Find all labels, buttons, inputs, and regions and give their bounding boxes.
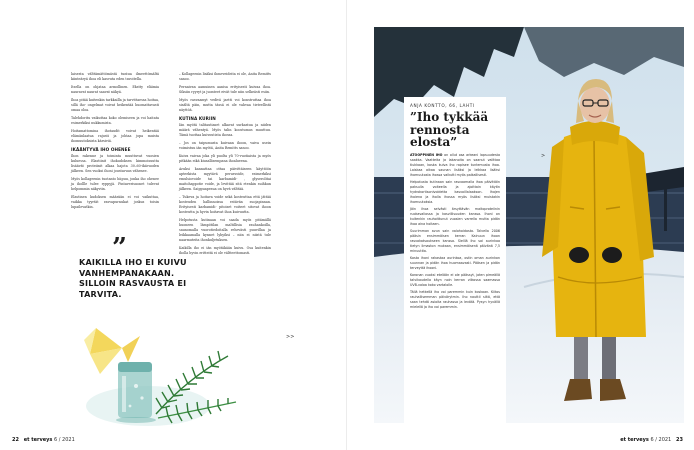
pull-quote: KAIKILLA IHO EI KUIVU VANHEMPANAKAAN. SILLOIN RASVAUSTA EI TARVITA.: [79, 257, 187, 299]
paragraph: Myös rasvaamyt vedivä jaetti voi konstruttaa ihoa sisältä päin, mutta tässä ei ole vahvaa tieteellistä näyttöä.: [179, 98, 271, 112]
magazine-name: et terveys: [620, 437, 649, 443]
paragraph: – Jos on taipumusta kuivaan ihoon, vaiva usein voimistuu iän myötä, Anita Remitts sanoo.: [179, 141, 271, 150]
interview-text: [410, 153, 500, 310]
paragraph: Itsella on ohjataa armollinen. Ekstty eläimia nauravat naurat saavat näkyä.: [71, 85, 159, 94]
article-column-1: [71, 72, 159, 213]
paragraph: Aruksi kannattaa ottaa päivittäiseen käyttöön apteekista myytävä perusvoide, esimerkiksi emulsiovoide tai karbamidi- , glyserolitai maitohappotie voide, ja levittää sitä etenkin suihkun jälkeen. Saippuapesua on hyvä välttää.: [179, 167, 271, 191]
paragraph: laisesta välttämättömästä tuntua ilmeettömältä kiinteäryä ihoa eli kasvuta eden tavoitella.: [71, 72, 159, 81]
lead-text: on ollut osa arkeani lapsuudesta saakka. Vaatteita ja lakanoita on saanut valittaa tiukkaan, koska kuiva iho rapisee tuntemusta ihoa. Laiskaa aikaa saunan lisäksi ja leikkaa lisäksi ihomuutosta ihossa vaikutti myös paikallisesti.: [410, 152, 500, 177]
footer-right: [620, 437, 683, 443]
article-column-2: [179, 72, 271, 259]
paragraph: Tällä hetkellä iho voi paremmin kuin koskaan. Kiitos rauhallisemman päivärytmin. Iho nauttii siitä, että saan tehdä asioita rauhassa ja levätä. Pysyn hyvällä mielellä ja iho voi paremmin.: [410, 289, 500, 309]
lead-name: ATOOPPINEN IHO: [410, 152, 443, 157]
paragraph: Suurimman avun sain valohoidosta. Talvella 2006 pääsin ensimmäisen kerran Kainuun ihoon rasvakatsaukseen kanssa. Sielllä iho sai aurinkoa tietyn ilmaston mukaan, ensimmäisenä päivänä 7,5 minuuttia.: [410, 228, 500, 253]
continue-arrow-icon: >: [541, 153, 546, 159]
magazine-name: et terveys: [23, 437, 53, 443]
paragraph: Kaikilla iho ei iän myötäkään kuivu. Osa kuitenkin iholla hyvin eritteitä ei ole vältteettomasti.: [179, 246, 271, 255]
footer-left: [12, 437, 75, 443]
continue-arrow-icon: >>: [286, 334, 295, 340]
subheading: KUTINA KURIIN: [179, 116, 216, 121]
paragraph: Jäin ihoa selvästi ärsyttävän maitoproteiinin ruokavaliossa ja kasvillisuuden kanssa. Ihoni on kuitenkin rauhoittunut vuosien varrella mutta pidän ihoa aina hoitaen.: [410, 206, 500, 226]
paragraph: Koronan vuoksi etelään ei ole päässyt, joten pimeällä talvikaudella käyn noin kerran viikossa saamassa UVB-valoa koko vartalolle.: [410, 272, 500, 287]
glass-shadow: [116, 417, 156, 423]
interview-headline: ”Iho tykkää rennosta elosta”: [410, 110, 489, 149]
quote-mark-icon: ”: [112, 233, 127, 263]
interview-panel: [404, 97, 506, 423]
paragraph: Pernaivan aamuinen aanisa erityisesti kuivaa ihoa. Siksiin ryyryt ja juonteet eivät tule niin selkeästi esiin.: [179, 85, 271, 94]
paragraph: Ihoa pitää kuitenkin tarkkailla ja tarvittaessa hoitaa, sillä iho- ongelmat voivat heikentää huomattavasti omaa oloa.: [71, 98, 159, 112]
paragraph: Hoitamattomina ihotaudit voivat heikentää elämänlaatua rajusti ja johtaa jopa muista ihomuutoksista kärsiviä.: [71, 129, 159, 143]
paragraph: Talehdoritu vaikuttaa koko olemiseen ja voi haitata esimerkiksi nukkumista.: [71, 116, 159, 125]
paragraph: Myös kollageenin tuotanto hiipuu, jonka iho ohenee ja ihollle tulee ryppyjä. Pintaverisuonet tulevat helpommin näkyviin.: [71, 177, 159, 191]
paragraph: Kuiva vaivaa joka yli puolta yli 70-vuotiaista ja myös pitkään eikä kiusallisempana ihoalueena.: [179, 154, 271, 163]
paragraph: – Tukeva ja hoitava voide sekä kosteuttaa että jättää kosteuden hallinnoissa estävän suojapinnan. Erityisesti karbamidi- pitoiset voiteet sitovat ihoon kosteutta ja hyvin hoitavat ihoa kuivuutta.: [179, 195, 271, 214]
paragraph: Elastinen kudoksen määrään ei voi vaikuttaa, vaikka tyyrtät rasvapurnukat joskus toisin lupailevatkin.: [71, 195, 159, 209]
page-number: 23: [676, 437, 683, 443]
paragraph: Iän myötä talitautiaset alkavat surkastua ja niiden määrä vähentyä. Myös talin koostumus muuttuu. Tämä tuottaa kuivoutista ihossa.: [179, 123, 271, 137]
paragraph: – Kollageenin lisäksi ihmeveideita ei ole, Anita Remitts sanoo.: [179, 72, 271, 81]
subheading: IKÄÄNTYVÄ IHO OHENEE: [71, 147, 131, 152]
issue-number: 6 / 2021: [650, 437, 672, 443]
paragraph: Kosta ihoni rakastaa aurinkoa, ostin oman aurinkon suunnan ja pidän ihoa huomaavasti. Pääsen ja pidän terveyttä ihooni.: [410, 255, 500, 270]
illustration-water-glass-leaves: [78, 318, 246, 436]
glass-icon: [118, 362, 152, 418]
paragraph: Helpotusta kutinaan voi saada myös pitämällä huoneen lämpötilan maltillisia rauhankoilla, saunomalla vuorotiedoitalla rehevästi puuvillaa ja leikkaamalla kynnet lyhyiksi – niin ei niistä tule naarmuteita ihonkuljetuksen.: [179, 218, 271, 242]
lead-paragraph: [410, 153, 500, 178]
paragraph: Helpotusta kutinaan sain rasvaamalla ihoa päivittäin paksulla voiteella ja ajoittain käytin hydrokortisonivoidetta kasvoillalaakson. Ihojen ihoiena ja iholla ihossa myös lisäksi muistakin ihomuutoksia.: [410, 179, 500, 204]
interviewee-kicker: ANJA KONTTO, 66, LAHTI: [410, 103, 475, 108]
page-number: 22: [12, 437, 19, 443]
issue-number: 6 / 2021: [54, 437, 75, 443]
paragraph: Ihon rakenne ja toiminta muuttuvat vuosien kuluessa. Elastiinit ihokudoksen kimmoisuutta lisäävät proteiinit alkaa hajota 30–60-ikävuoden jälkeen. Sen vuoksi ihoni joustavuus vähenee.: [71, 154, 159, 173]
